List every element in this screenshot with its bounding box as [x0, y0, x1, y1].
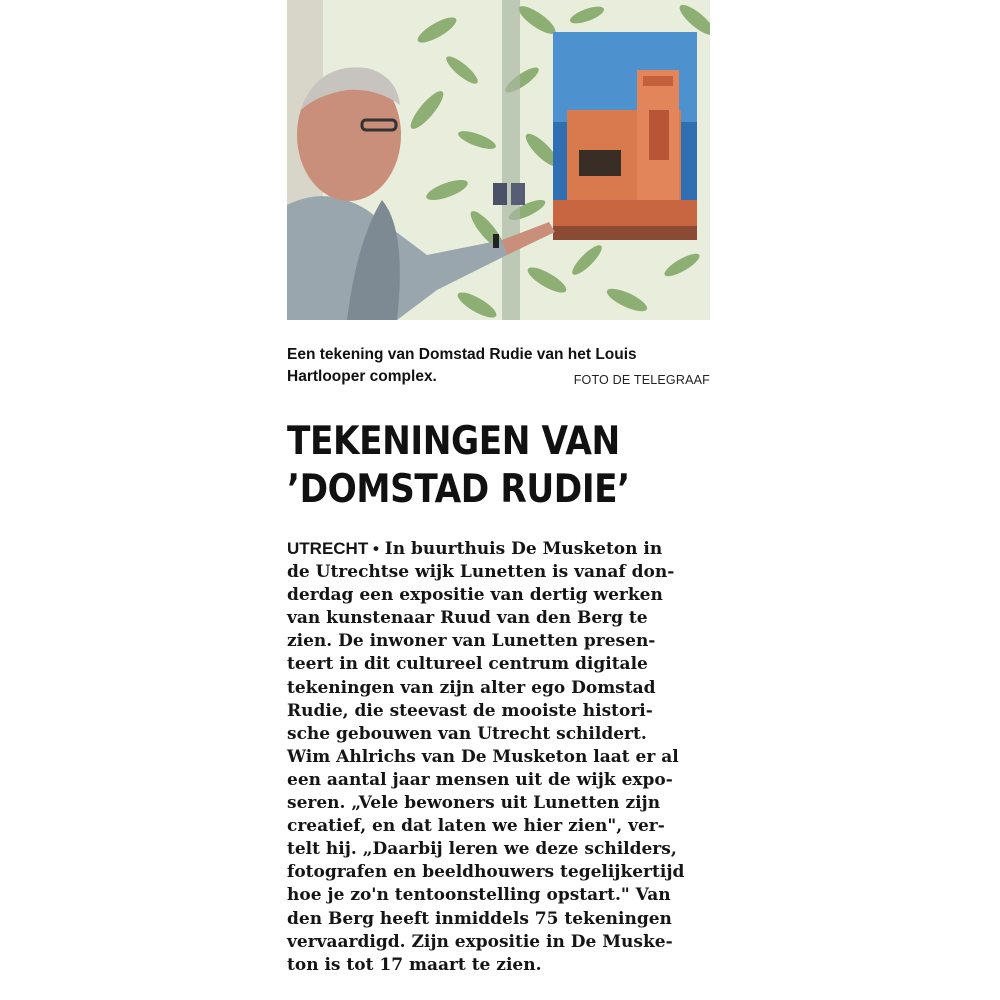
- caption-line: Hartlooper complex.: [287, 368, 437, 385]
- body-line: [287, 537, 710, 561]
- body-line: Wim Ahlrichs van De Musketon laat er al: [287, 746, 679, 767]
- body-line: fotografen en beeldhouwers tegelijkertijd: [287, 862, 685, 883]
- body-line: hoe je zo'n tentoonstelling opstart." Van: [287, 885, 671, 906]
- body-line: den Berg heeft inmiddels 75 tekeningen: [287, 908, 672, 929]
- body-line: creatief, en dat laten we hier zien", ver-: [287, 816, 665, 837]
- caption-line: Een tekening van Domstad Rudie van het Louis: [287, 346, 637, 363]
- newspaper-article: [287, 0, 710, 1000]
- photo-credit: FOTO DE TELEGRAAF: [573, 373, 710, 387]
- body-line: ton is tot 17 maart te zien.: [287, 954, 542, 975]
- headline-line: ’DOMSTAD RUDIE’: [287, 467, 630, 512]
- article-photo: [287, 0, 710, 320]
- body-line: telt hij. „Daarbij leren we deze schilders,: [287, 839, 677, 860]
- body-line: derdag een expositie van dertig werken: [287, 585, 663, 606]
- dateline: UTRECHT •: [287, 539, 379, 558]
- body-line: vervaardigd. Zijn expositie in De Muske-: [287, 931, 673, 952]
- headline-line: TEKENINGEN VAN: [287, 419, 620, 464]
- body-line: een aantal jaar mensen uit de wijk expo-: [287, 769, 673, 790]
- article-body: [287, 537, 710, 977]
- body-line: Rudie, die steevast de mooiste histori-: [287, 700, 653, 721]
- body-line: de Utrechtse wijk Lunetten is vanaf don-: [287, 562, 675, 583]
- body-line: seren. „Vele bewoners uit Lunetten zijn: [287, 793, 661, 814]
- painting: [553, 32, 697, 240]
- body-line: sche gebouwen van Utrecht schildert.: [287, 723, 647, 744]
- body-line: tekeningen van zijn alter ego Domstad: [287, 677, 656, 698]
- body-text: In buurthuis De Musketon in: [378, 539, 663, 559]
- body-line: van kunstenaar Ruud van den Berg te: [287, 608, 648, 629]
- body-line: teert in dit cultureel centrum digitale: [287, 654, 648, 675]
- headline: [287, 418, 659, 514]
- body-line: zien. De inwoner van Lunetten presen-: [287, 631, 656, 652]
